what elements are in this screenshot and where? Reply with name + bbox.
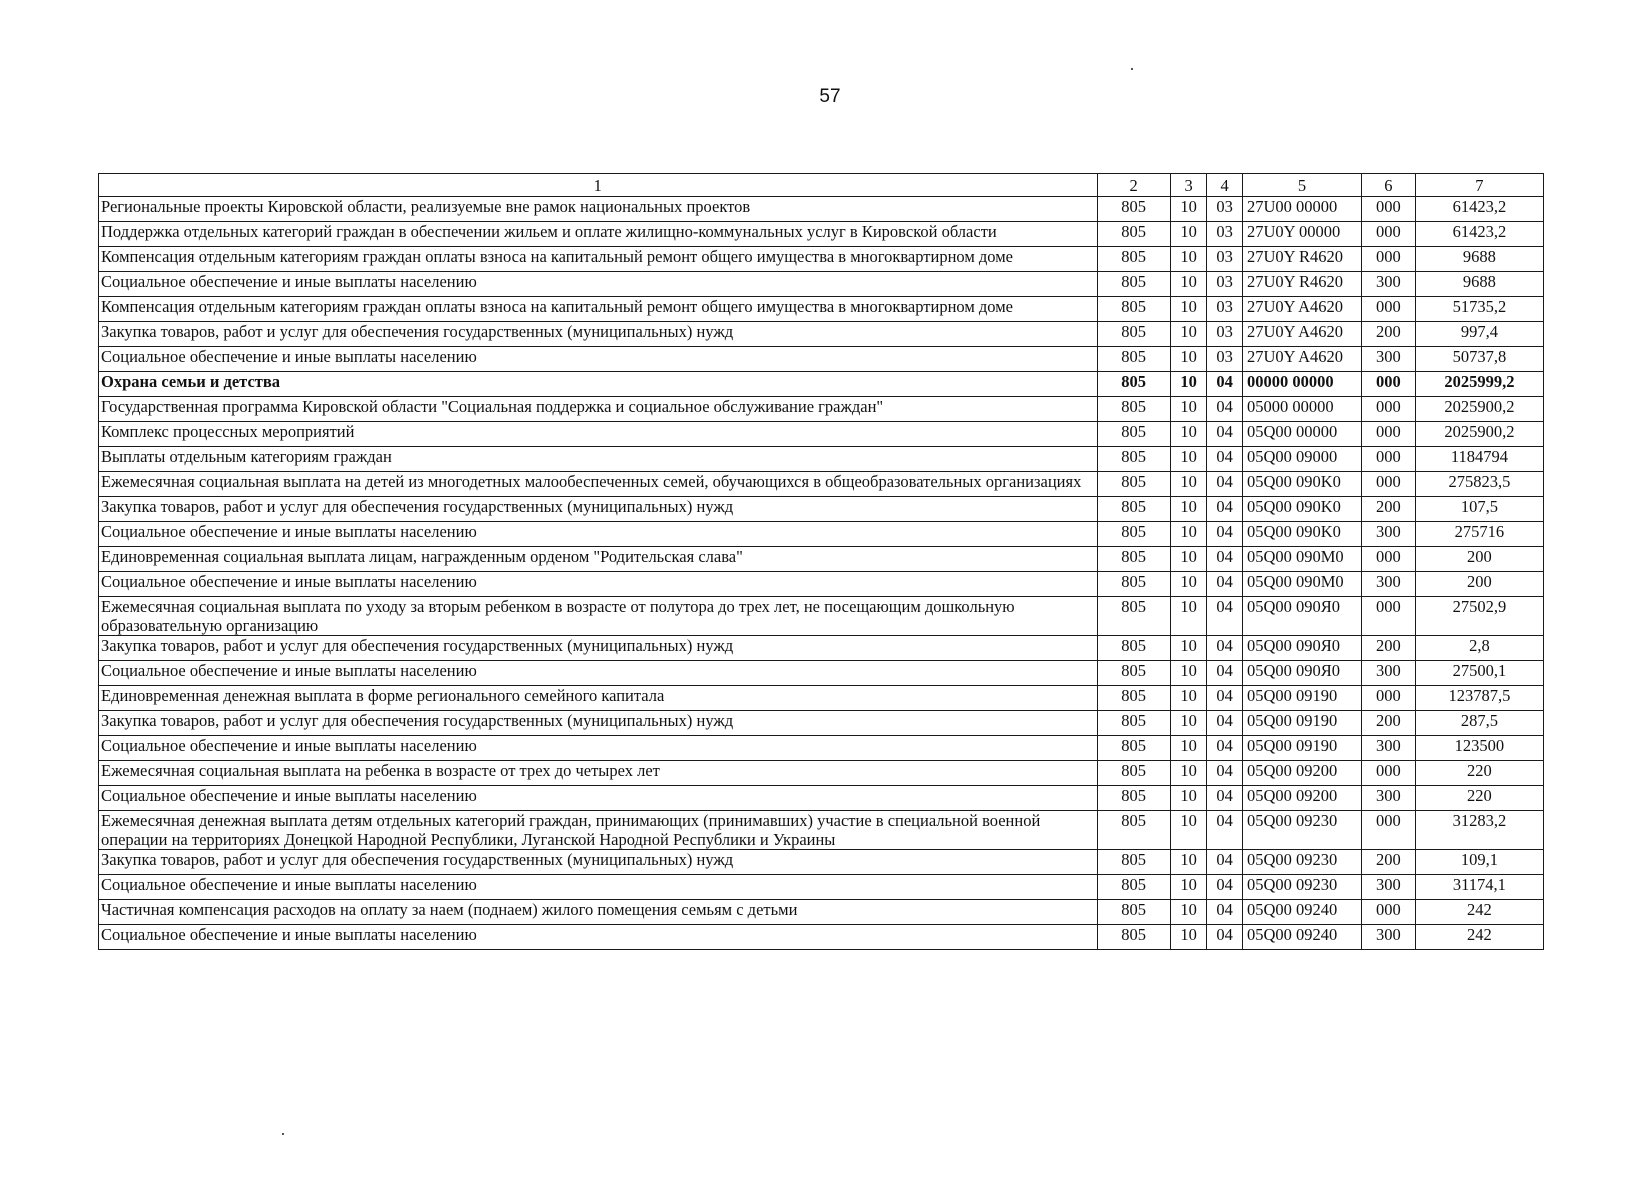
expense-type-cell: 300: [1361, 925, 1415, 950]
expense-type-cell: 000: [1361, 247, 1415, 272]
row-name-cell: Единовременная социальная выплата лицам, награжденным орденом "Родительская слава": [99, 547, 1098, 572]
subsection-code-cell: 03: [1207, 272, 1243, 297]
section-code-cell: 10: [1170, 736, 1207, 761]
ministry-code-cell: 805: [1097, 875, 1170, 900]
section-code-cell: 10: [1170, 272, 1207, 297]
table-row: [99, 272, 1544, 297]
section-code-cell: 10: [1170, 222, 1207, 247]
target-article-cell: 27U00 00000: [1242, 197, 1361, 222]
expense-type-cell: 200: [1361, 322, 1415, 347]
target-article-cell: 05Q00 090M0: [1242, 572, 1361, 597]
column-header: 6: [1361, 174, 1415, 197]
expense-type-cell: 000: [1361, 547, 1415, 572]
expense-type-cell: 000: [1361, 472, 1415, 497]
ministry-code-cell: 805: [1097, 850, 1170, 875]
row-name-cell: Ежемесячная социальная выплата на ребенка в возрасте от трех до четырех лет: [99, 761, 1098, 786]
row-name-cell: Закупка товаров, работ и услуг для обеспечения государственных (муниципальных) нужд: [99, 850, 1098, 875]
table-row: [99, 322, 1544, 347]
column-header: 7: [1415, 174, 1543, 197]
ministry-code-cell: 805: [1097, 925, 1170, 950]
section-code-cell: 10: [1170, 347, 1207, 372]
table-row: [99, 222, 1544, 247]
amount-cell: 9688: [1415, 247, 1543, 272]
ministry-code-cell: 805: [1097, 347, 1170, 372]
row-name-cell: Социальное обеспечение и иные выплаты населению: [99, 522, 1098, 547]
section-code-cell: 10: [1170, 875, 1207, 900]
ministry-code-cell: 805: [1097, 686, 1170, 711]
target-article-cell: 05Q00 09200: [1242, 786, 1361, 811]
amount-cell: 2025900,2: [1415, 397, 1543, 422]
ministry-code-cell: 805: [1097, 497, 1170, 522]
expense-type-cell: 000: [1361, 686, 1415, 711]
section-code-cell: 10: [1170, 811, 1207, 850]
row-name-cell: Социальное обеспечение и иные выплаты населению: [99, 925, 1098, 950]
ministry-code-cell: 805: [1097, 472, 1170, 497]
target-article-cell: 05Q00 090Я0: [1242, 661, 1361, 686]
ministry-code-cell: 805: [1097, 197, 1170, 222]
amount-cell: 275716: [1415, 522, 1543, 547]
amount-cell: 61423,2: [1415, 197, 1543, 222]
target-article-cell: 05Q00 090K0: [1242, 497, 1361, 522]
subsection-code-cell: 04: [1207, 736, 1243, 761]
subsection-code-cell: 04: [1207, 472, 1243, 497]
table-row: [99, 572, 1544, 597]
expense-type-cell: 000: [1361, 761, 1415, 786]
section-code-cell: 10: [1170, 247, 1207, 272]
expense-type-cell: 000: [1361, 900, 1415, 925]
table-row: [99, 636, 1544, 661]
subsection-code-cell: 04: [1207, 811, 1243, 850]
target-article-cell: 27U0Y R4620: [1242, 272, 1361, 297]
ministry-code-cell: 805: [1097, 811, 1170, 850]
expense-type-cell: 200: [1361, 850, 1415, 875]
subsection-code-cell: 04: [1207, 850, 1243, 875]
target-article-cell: 05Q00 00000: [1242, 422, 1361, 447]
amount-cell: 287,5: [1415, 711, 1543, 736]
target-article-cell: 00000 00000: [1242, 372, 1361, 397]
ministry-code-cell: 805: [1097, 397, 1170, 422]
row-name-cell: Социальное обеспечение и иные выплаты населению: [99, 786, 1098, 811]
table-row: [99, 547, 1544, 572]
subsection-code-cell: 04: [1207, 422, 1243, 447]
row-name-cell: Комплекс процессных мероприятий: [99, 422, 1098, 447]
target-article-cell: 27U0Y A4620: [1242, 347, 1361, 372]
expense-type-cell: 300: [1361, 572, 1415, 597]
section-code-cell: 10: [1170, 661, 1207, 686]
row-name-cell: Государственная программа Кировской области "Социальная поддержка и социальное обслуживание граждан": [99, 397, 1098, 422]
target-article-cell: 27U0Y A4620: [1242, 322, 1361, 347]
subsection-code-cell: 03: [1207, 197, 1243, 222]
ministry-code-cell: 805: [1097, 597, 1170, 636]
row-name-cell: Закупка товаров, работ и услуг для обеспечения государственных (муниципальных) нужд: [99, 497, 1098, 522]
subsection-code-cell: 03: [1207, 347, 1243, 372]
table-row: [99, 497, 1544, 522]
target-article-cell: 05Q00 090M0: [1242, 547, 1361, 572]
expense-type-cell: 300: [1361, 875, 1415, 900]
row-name-cell: Социальное обеспечение и иные выплаты населению: [99, 272, 1098, 297]
amount-cell: 50737,8: [1415, 347, 1543, 372]
section-code-cell: 10: [1170, 422, 1207, 447]
subsection-code-cell: 04: [1207, 875, 1243, 900]
amount-cell: 275823,5: [1415, 472, 1543, 497]
target-article-cell: 05Q00 09230: [1242, 850, 1361, 875]
amount-cell: 27500,1: [1415, 661, 1543, 686]
expense-type-cell: 300: [1361, 736, 1415, 761]
section-code-cell: 10: [1170, 597, 1207, 636]
table-row: [99, 347, 1544, 372]
subsection-code-cell: 04: [1207, 786, 1243, 811]
amount-cell: 27502,9: [1415, 597, 1543, 636]
expense-type-cell: 000: [1361, 372, 1415, 397]
subsection-code-cell: 04: [1207, 661, 1243, 686]
ministry-code-cell: 805: [1097, 547, 1170, 572]
section-code-cell: 10: [1170, 900, 1207, 925]
table-body: [99, 197, 1544, 950]
table-row: [99, 372, 1544, 397]
target-article-cell: 05Q00 090K0: [1242, 522, 1361, 547]
table-row: [99, 736, 1544, 761]
amount-cell: 51735,2: [1415, 297, 1543, 322]
expense-type-cell: 000: [1361, 811, 1415, 850]
section-code-cell: 10: [1170, 761, 1207, 786]
ministry-code-cell: 805: [1097, 522, 1170, 547]
table-row: [99, 661, 1544, 686]
section-code-cell: 10: [1170, 925, 1207, 950]
amount-cell: 1184794: [1415, 447, 1543, 472]
amount-cell: 242: [1415, 900, 1543, 925]
table-row: [99, 297, 1544, 322]
row-name-cell: Социальное обеспечение и иные выплаты населению: [99, 347, 1098, 372]
amount-cell: 997,4: [1415, 322, 1543, 347]
target-article-cell: 05Q00 09000: [1242, 447, 1361, 472]
ministry-code-cell: 805: [1097, 736, 1170, 761]
table-row: [99, 925, 1544, 950]
target-article-cell: 05Q00 090Я0: [1242, 636, 1361, 661]
amount-cell: 200: [1415, 547, 1543, 572]
target-article-cell: 05000 00000: [1242, 397, 1361, 422]
table-row: [99, 247, 1544, 272]
amount-cell: 9688: [1415, 272, 1543, 297]
page-number: 57: [819, 86, 841, 107]
budget-table: [98, 173, 1544, 950]
row-name-cell: Охрана семьи и детства: [99, 372, 1098, 397]
section-code-cell: 10: [1170, 397, 1207, 422]
amount-cell: 31174,1: [1415, 875, 1543, 900]
column-header: 5: [1242, 174, 1361, 197]
row-name-cell: Выплаты отдельным категориям граждан: [99, 447, 1098, 472]
section-code-cell: 10: [1170, 547, 1207, 572]
row-name-cell: Закупка товаров, работ и услуг для обеспечения государственных (муниципальных) нужд: [99, 711, 1098, 736]
table-row: [99, 761, 1544, 786]
section-code-cell: 10: [1170, 636, 1207, 661]
subsection-code-cell: 03: [1207, 222, 1243, 247]
row-name-cell: Компенсация отдельным категориям граждан оплаты взноса на капитальный ремонт общего имущества в многоквартирном доме: [99, 297, 1098, 322]
expense-type-cell: 300: [1361, 272, 1415, 297]
expense-type-cell: 200: [1361, 711, 1415, 736]
row-name-cell: Закупка товаров, работ и услуг для обеспечения государственных (муниципальных) нужд: [99, 322, 1098, 347]
target-article-cell: 05Q00 090Я0: [1242, 597, 1361, 636]
amount-cell: 109,1: [1415, 850, 1543, 875]
row-name-cell: Социальное обеспечение и иные выплаты населению: [99, 875, 1098, 900]
expense-type-cell: 000: [1361, 222, 1415, 247]
ministry-code-cell: 805: [1097, 222, 1170, 247]
expense-type-cell: 000: [1361, 297, 1415, 322]
table-row: [99, 811, 1544, 850]
subsection-code-cell: 03: [1207, 322, 1243, 347]
amount-cell: 2025900,2: [1415, 422, 1543, 447]
subsection-code-cell: 04: [1207, 572, 1243, 597]
section-code-cell: 10: [1170, 711, 1207, 736]
ministry-code-cell: 805: [1097, 372, 1170, 397]
target-article-cell: 05Q00 09200: [1242, 761, 1361, 786]
row-name-cell: Социальное обеспечение и иные выплаты населению: [99, 572, 1098, 597]
subsection-code-cell: 04: [1207, 597, 1243, 636]
scan-speck: [282, 1133, 284, 1135]
section-code-cell: 10: [1170, 472, 1207, 497]
section-code-cell: 10: [1170, 850, 1207, 875]
amount-cell: 31283,2: [1415, 811, 1543, 850]
table-row: [99, 875, 1544, 900]
section-code-cell: 10: [1170, 322, 1207, 347]
ministry-code-cell: 805: [1097, 297, 1170, 322]
ministry-code-cell: 805: [1097, 761, 1170, 786]
amount-cell: 107,5: [1415, 497, 1543, 522]
ministry-code-cell: 805: [1097, 636, 1170, 661]
subsection-code-cell: 03: [1207, 247, 1243, 272]
amount-cell: 123787,5: [1415, 686, 1543, 711]
table-header-row: [99, 174, 1544, 197]
subsection-code-cell: 04: [1207, 547, 1243, 572]
amount-cell: 61423,2: [1415, 222, 1543, 247]
expense-type-cell: 200: [1361, 497, 1415, 522]
target-article-cell: 05Q00 09190: [1242, 686, 1361, 711]
row-name-cell: Ежемесячная социальная выплата на детей из многодетных малообеспеченных семей, обучающихся в общеобразовательных организациях: [99, 472, 1098, 497]
row-name-cell: Поддержка отдельных категорий граждан в обеспечении жильем и оплате жилищно-коммунальных услуг в Кировской области: [99, 222, 1098, 247]
expense-type-cell: 000: [1361, 447, 1415, 472]
ministry-code-cell: 805: [1097, 447, 1170, 472]
row-name-cell: Ежемесячная денежная выплата детям отдельных категорий граждан, принимающих (принимавших) участие в специальной военной операции на территориях Донецкой Народной Республики, Луганской Народной Республики и Украины: [99, 811, 1098, 850]
table-row: [99, 397, 1544, 422]
ministry-code-cell: 805: [1097, 661, 1170, 686]
row-name-cell: Ежемесячная социальная выплата по уходу за вторым ребенком в возрасте от полутора до трех лет, не посещающим дошкольную образовательную организацию: [99, 597, 1098, 636]
ministry-code-cell: 805: [1097, 272, 1170, 297]
ministry-code-cell: 805: [1097, 900, 1170, 925]
section-code-cell: 10: [1170, 686, 1207, 711]
ministry-code-cell: 805: [1097, 247, 1170, 272]
row-name-cell: Региональные проекты Кировской области, реализуемые вне рамок национальных проектов: [99, 197, 1098, 222]
column-header: 2: [1097, 174, 1170, 197]
table-row: [99, 686, 1544, 711]
expense-type-cell: 300: [1361, 661, 1415, 686]
subsection-code-cell: 04: [1207, 522, 1243, 547]
expense-type-cell: 000: [1361, 597, 1415, 636]
amount-cell: 220: [1415, 761, 1543, 786]
subsection-code-cell: 04: [1207, 397, 1243, 422]
section-code-cell: 10: [1170, 522, 1207, 547]
target-article-cell: 05Q00 09240: [1242, 900, 1361, 925]
ministry-code-cell: 805: [1097, 786, 1170, 811]
expense-type-cell: 000: [1361, 197, 1415, 222]
expense-type-cell: 300: [1361, 522, 1415, 547]
column-header: 4: [1207, 174, 1243, 197]
amount-cell: 242: [1415, 925, 1543, 950]
section-code-cell: 10: [1170, 297, 1207, 322]
amount-cell: 2,8: [1415, 636, 1543, 661]
subsection-code-cell: 04: [1207, 636, 1243, 661]
amount-cell: 2025999,2: [1415, 372, 1543, 397]
column-header: 3: [1170, 174, 1207, 197]
row-name-cell: Частичная компенсация расходов на оплату за наем (поднаем) жилого помещения семьям с детьми: [99, 900, 1098, 925]
ministry-code-cell: 805: [1097, 572, 1170, 597]
expense-type-cell: 000: [1361, 422, 1415, 447]
target-article-cell: 05Q00 09240: [1242, 925, 1361, 950]
target-article-cell: 05Q00 09230: [1242, 875, 1361, 900]
table-row: [99, 711, 1544, 736]
table-row: [99, 197, 1544, 222]
section-code-cell: 10: [1170, 497, 1207, 522]
ministry-code-cell: 805: [1097, 422, 1170, 447]
scan-speck: [1131, 68, 1133, 70]
expense-type-cell: 000: [1361, 397, 1415, 422]
subsection-code-cell: 04: [1207, 925, 1243, 950]
ministry-code-cell: 805: [1097, 711, 1170, 736]
section-code-cell: 10: [1170, 786, 1207, 811]
table-row: [99, 447, 1544, 472]
table-row: [99, 597, 1544, 636]
table-row: [99, 850, 1544, 875]
section-code-cell: 10: [1170, 372, 1207, 397]
target-article-cell: 05Q00 09190: [1242, 711, 1361, 736]
row-name-cell: Компенсация отдельным категориям граждан оплаты взноса на капитальный ремонт общего имущества в многоквартирном доме: [99, 247, 1098, 272]
target-article-cell: 27U0Y R4620: [1242, 247, 1361, 272]
section-code-cell: 10: [1170, 572, 1207, 597]
table-row: [99, 786, 1544, 811]
section-code-cell: 10: [1170, 447, 1207, 472]
subsection-code-cell: 04: [1207, 686, 1243, 711]
row-name-cell: Закупка товаров, работ и услуг для обеспечения государственных (муниципальных) нужд: [99, 636, 1098, 661]
subsection-code-cell: 04: [1207, 900, 1243, 925]
amount-cell: 200: [1415, 572, 1543, 597]
target-article-cell: 27U0Y A4620: [1242, 297, 1361, 322]
section-code-cell: 10: [1170, 197, 1207, 222]
expense-type-cell: 200: [1361, 636, 1415, 661]
subsection-code-cell: 04: [1207, 711, 1243, 736]
target-article-cell: 05Q00 09190: [1242, 736, 1361, 761]
table-row: [99, 422, 1544, 447]
table-row: [99, 472, 1544, 497]
target-article-cell: 05Q00 09230: [1242, 811, 1361, 850]
subsection-code-cell: 04: [1207, 372, 1243, 397]
expense-type-cell: 300: [1361, 786, 1415, 811]
ministry-code-cell: 805: [1097, 322, 1170, 347]
table-row: [99, 900, 1544, 925]
row-name-cell: Единовременная денежная выплата в форме регионального семейного капитала: [99, 686, 1098, 711]
target-article-cell: 05Q00 090K0: [1242, 472, 1361, 497]
subsection-code-cell: 04: [1207, 447, 1243, 472]
subsection-code-cell: 04: [1207, 497, 1243, 522]
column-header: 1: [99, 174, 1098, 197]
row-name-cell: Социальное обеспечение и иные выплаты населению: [99, 661, 1098, 686]
row-name-cell: Социальное обеспечение и иные выплаты населению: [99, 736, 1098, 761]
target-article-cell: 27U0Y 00000: [1242, 222, 1361, 247]
table-row: [99, 522, 1544, 547]
expense-type-cell: 300: [1361, 347, 1415, 372]
subsection-code-cell: 03: [1207, 297, 1243, 322]
amount-cell: 123500: [1415, 736, 1543, 761]
subsection-code-cell: 04: [1207, 761, 1243, 786]
amount-cell: 220: [1415, 786, 1543, 811]
